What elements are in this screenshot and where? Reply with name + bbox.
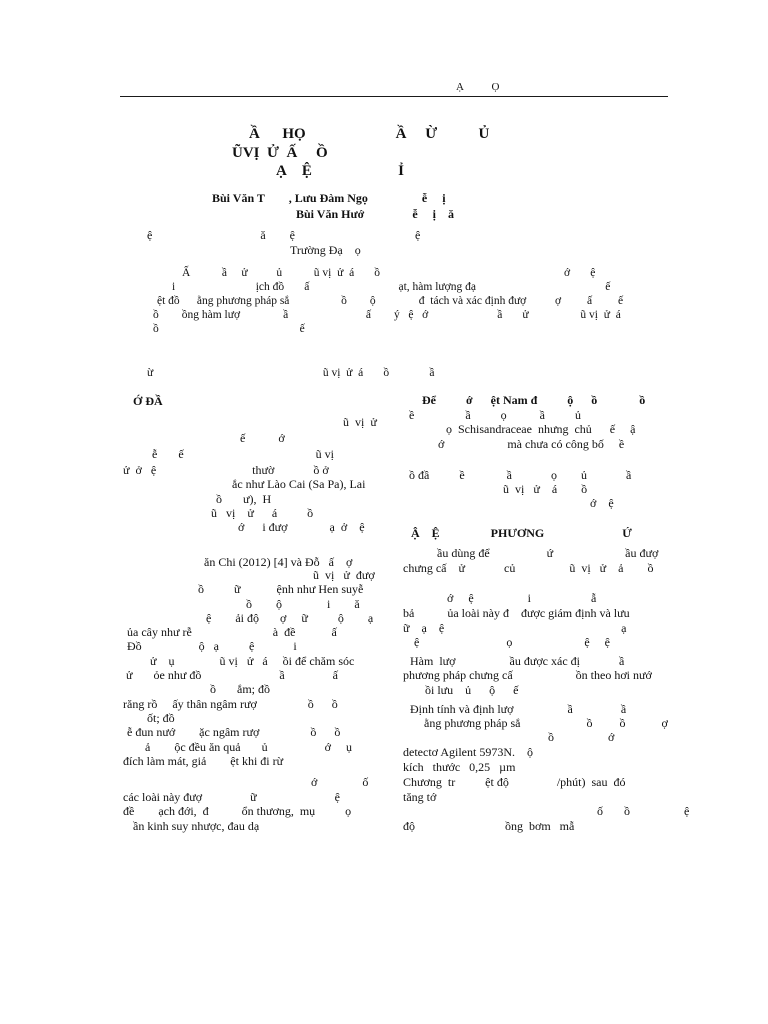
right-body-line: bả ủa loài này đ được giám định và lưu [403,606,630,620]
left-body-line: ần kinh suy nhược, đau dạ [133,819,260,833]
abstract-line: Ấ ầ ử ủ ũ vị ử á ồ ớ ệ [182,267,596,279]
right-intro-line: ồ đầ ề ầ ọ ủ ầ [409,468,632,482]
right-body-line: ữ ạ ệ ạ [403,621,627,635]
title-line-2: ŨVỊ Ử Ấ Ồ [232,145,328,161]
abstract-line: i ịch đồ ấ ạt, hàm lượng đạ ế [172,281,611,293]
abstract-line: ồ ế [153,323,305,335]
right-body-line: ớ ệ i ẫ [447,591,597,605]
keywords-line: ừ ũ vị ử á ồ ầ [147,367,435,379]
right-body-line: ầu dùng để ứ ầu đượ [437,546,659,560]
left-body-line: ớ ố [311,775,369,789]
authors-line-1: Bùi Văn T , Lưu Đàm Ngọ ễ ị [212,191,446,205]
left-body-line: ũ vị ử á ồ [211,506,314,520]
running-head: Ạ Ọ [456,81,500,93]
left-body-line: ử ở ệ thườ ồ ở [123,463,329,477]
left-body-line: ễ đun nướ ặc ngâm rượ ồ ồ [127,725,341,739]
right-body-line: ằng phương pháp sắ ồ ồ ợ [424,716,668,730]
left-body-line: ớ i đượ ạ ở ệ [238,520,365,534]
right-body-line: độ ồng bơm mẫ [403,819,575,833]
left-body-line: ồ ư), H [216,492,272,506]
right-intro-line: Để ớ ệt Nam đ ộ ồ ồ [422,393,646,407]
left-body-line: ễ ế ũ vị [152,447,334,461]
right-section-heading: Ậ Ệ PHƯƠNG Ứ [411,526,632,540]
left-body-line: ử ỏe như đồ ầ ấ [126,668,338,682]
left-body-line: các loài này đượ ữ ệ [123,790,340,804]
left-body-line: ồ ắm; đồ [210,682,270,696]
title-line-1: Ầ HỌ Ầ Ừ Ủ [249,126,490,142]
left-body-line: ốt; đồ [147,711,175,725]
right-intro-line: ọ Schisandraceae nhưng chủ ế ậ [446,422,636,436]
affiliation-line-1: ệ ă ệ ệ [147,228,421,242]
right-body-line: ệ ọ ệ ệ [414,635,610,649]
abstract-line: ệt đồ ằng phương pháp sắ ồ ộ đ tách và xác định đượ ợ ấ ế [157,295,624,307]
right-intro-line: ớ ệ [590,496,614,510]
right-body-line: ồ ớ [548,730,615,744]
left-body-line: ế ớ [240,431,285,445]
authors-line-2: Bùi Văn Hướ ễ ị ă [296,207,454,221]
right-body-line: ố ồ ệ [597,804,690,818]
left-body-line: ồ ữ ệnh như Hen suyễ [198,582,364,596]
right-body-line: chưng cấ ử củ ũ vị ử ả ồ [403,561,654,575]
header-rule [120,96,668,97]
right-body-line: Chương tr ệt độ /phút) sau đó [403,775,626,789]
left-body-line: ồ ộ i ă [246,597,360,611]
left-body-line: đích làm mát, giả ệt khi đi rừ [123,754,284,768]
left-body-line: ệ ải độ ợ ữ ộ ạ [206,611,374,625]
right-body-line: phương pháp chưng cấ ồn theo hơi nướ [403,668,652,682]
affiliation-line-2: Trường Đạ ọ [290,243,361,257]
left-body-line: đề ạch đới, đ ổn thương, mụ ọ [123,804,352,818]
left-body-line: ũ vị ử [343,415,377,429]
right-body-line: tăng tớ [403,790,437,804]
right-intro-line: ề ầ ọ ầ ủ [409,408,581,422]
right-body-line: Định tính và định lượ ầ ầ [410,702,627,716]
right-body-line: detectơ Agilent 5973N. ộ [403,745,533,759]
right-body-line: Hàm lượ ầu được xác đị ầ [410,654,625,668]
right-intro-line: ũ vị ử á ồ [503,482,588,496]
left-body-line: ắc như Lào Cai (Sa Pa), Lai [232,477,366,491]
title-line-3: Ạ Ệ Ỉ [276,163,404,179]
right-body-line: kích thước 0,25 µm [403,760,516,774]
left-body-line: ăn Chi (2012) [4] và Đỗ ấ ợ [204,555,353,569]
left-section-heading: Ớ ĐẦ [133,394,163,408]
left-body-line: ả ộc đều ăn quả ủ ớ ụ [145,740,352,754]
left-body-line: ũ vị ử đượ [313,568,375,582]
left-body-line: Đồ ộ ạ ệ i [127,639,297,653]
right-intro-line: ớ mà chưa có công bố ề [438,437,625,451]
abstract-line: ồ ồng hàm lượ ầ ấ ý ệ ớ ầ ử ũ vị ử á [153,309,621,321]
left-body-line: ử ụ ũ vị ử á ồi để chăm sóc [150,654,355,668]
left-body-line: răng rồ ấy thân ngâm rượ ồ ồ [123,697,338,711]
right-body-line: ồi lưu ủ ộ ế [425,683,519,697]
left-body-line: ủa cây như rễ à đề ấ [127,625,337,639]
